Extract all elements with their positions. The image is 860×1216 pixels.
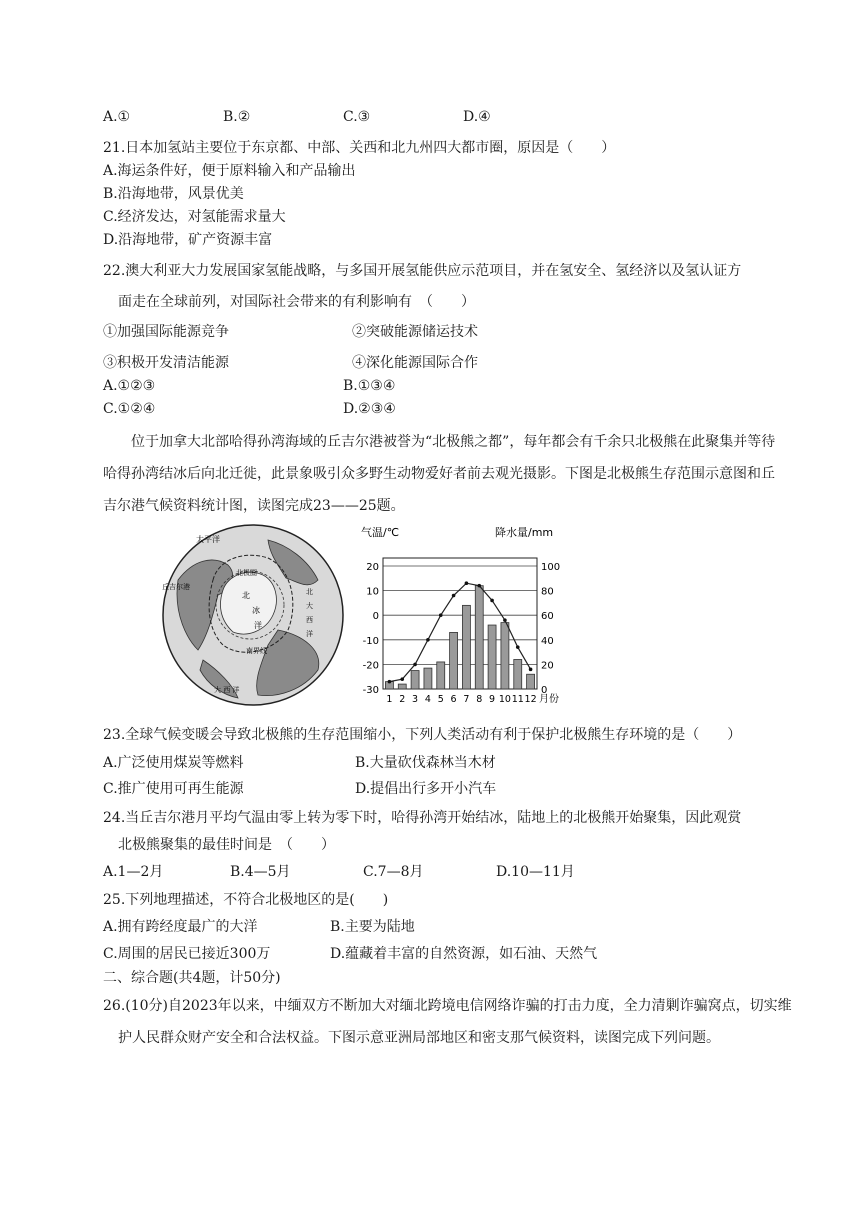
q25-stem: 25.下列地理描述，不符合北极地区的是( ) [103,892,389,908]
map-label-arctic-circle: 北极圈 [236,569,257,577]
chart-temp-tick-label: 20 [366,562,379,573]
map-label-atlantic-1: 北 [306,588,313,596]
chart-temp-point [490,599,494,603]
chart-precip-bar [462,605,470,689]
chart-x-tick-label: 12 [524,694,537,705]
chart-x-tick-label: 9 [489,694,496,705]
q23-option-b: B.大量砍伐森林当木材 [355,755,496,771]
q24-stem-line2: 北极熊聚集的最佳时间是 （ ） [118,837,335,853]
q24-option-d: D.10—11月 [496,864,575,880]
q20-option-d: D.④ [463,109,491,125]
map-label-atlantic-4: 洋 [306,630,313,638]
chart-precip-bar [514,659,522,689]
chart-temp-point [465,581,469,585]
map-label-pacific: 太平洋 [196,535,220,544]
chart-temp-tick-label: -20 [362,660,379,672]
q22-option-d: D.②③④ [343,401,396,417]
q26-text: 26.(10分)自2023年以来，中缅双方不断加大对缅北跨境电信网络诈骗的打击力度，全力清剿诈骗窝点，切实维护人民群众财产安全和合法权益。下图示意亚洲局部地区和密支那气候资料，读图完成下列问题。 [103,998,792,1046]
q22-item-4: ④深化能源国际合作 [352,355,478,371]
chart-precip-bar [437,662,445,689]
chart-temp-tick-label: 0 [372,611,379,623]
chart-temp-point [477,584,481,588]
q25-option-d: D.蕴藏着丰富的自然资源，如石油、天然气 [330,946,598,962]
q24-option-a: A.1—2月 [103,864,164,880]
q21-option-d: D.沿海地带，矿产资源丰富 [103,232,273,248]
chart-precip-bar [398,684,406,689]
chart-temp-point [439,613,443,617]
chart-precip-bar [424,668,432,689]
q24-stem-line1: 24.当丘吉尔港月平均气温由零上转为零下时，哈得孙湾开始结冰，陆地上的北极熊开始聚集，因此观赏 [103,810,742,826]
polar-bear-range-map [158,520,348,710]
section-heading: 二、综合题(共4题，计50分) [103,970,281,986]
q20-option-b: B.② [223,109,251,125]
chart-precip-bar [411,671,419,689]
q22-item-3: ③积极开发清洁能源 [103,355,229,371]
chart-precip-bar [488,625,496,689]
chart-precip-bar [450,632,458,689]
chart-temp-point [388,680,392,684]
chart-temp-point [503,618,507,622]
q23-option-d: D.提倡出行多开小汽车 [355,781,497,797]
chart-x-tick-label: 11 [511,694,524,705]
chart-x-axis-suffix: 月份 [539,694,559,705]
chart-temp-axis-label: 气温/℃ [361,526,400,539]
chart-temp-line [389,583,530,681]
q23-option-a: A.广泛使用煤炭等燃料 [103,755,244,771]
q21-option-c: C.经济发达，对氢能需求量大 [103,209,286,225]
q22-stem-line1: 22.澳大利亚大力发展国家氢能战略，与多国开展氢能供应示范项目，并在氢安全、氢经济以及氢认证方 [103,263,742,279]
chart-x-tick-label: 10 [498,694,511,705]
map-label-atlantic-3: 西 [306,616,313,624]
chart-precip-bar [475,586,483,689]
chart-temp-tick-label: -10 [362,635,379,647]
passage-text: 位于加拿大北部哈得孙湾海域的丘吉尔港被誉为“北极熊之都”，每年都会有千余只北极熊在此聚集并等待哈得孙湾结冰后向北迁徙，此景象吸引众多野生动物爱好者前去观光摄影。下图是北极熊生存范围示意图和丘吉尔港气候资料统计图，读图完成23——25题。 [103,434,776,514]
chart-precip-tick-label: 20 [541,660,554,672]
q24-option-b: B.4—5月 [230,864,291,880]
chart-x-tick-label: 5 [437,694,444,705]
chart-temp-point [516,645,520,649]
chart-precip-bar [501,623,509,689]
chart-precip-tick-label: 60 [541,611,554,623]
chart-temp-point [413,663,417,667]
chart-temp-point [452,594,456,598]
chart-temp-point [529,668,533,672]
q21-stem: 21.日本加氢站主要位于东京都、中部、关西和北九州四大都市圈，原因是（ ） [103,140,616,156]
map-label-arctic-3: 洋 [254,621,262,630]
chart-temp-tick-label: -30 [362,685,379,696]
q21-option-b: B.沿海地带，风景优美 [103,186,244,202]
chart-temp-point [400,677,404,681]
chart-precip-tick-label: 100 [541,562,561,573]
chart-x-tick-label: 1 [386,694,393,705]
chart-x-tick-label: 6 [450,694,457,705]
q22-option-c: C.①②④ [103,401,156,417]
q25-option-c: C.周围的居民已接近300万 [103,946,271,962]
chart-x-tick-label: 2 [399,694,406,705]
map-label-atlantic-2: 大 [306,602,313,610]
chart-x-tick-label: 7 [463,694,470,705]
chart-precip-tick-label: 0 [541,685,548,696]
map-label-bottom: 大 西 洋 [214,686,240,694]
chart-temp-point [426,638,430,642]
chart-precip-axis-label: 降水量/mm [495,526,554,539]
chart-temp-tick-label: 10 [366,586,379,598]
q20-option-c: C.③ [343,109,371,125]
churchill-climate-chart [355,522,570,707]
q23-option-c: C.推广使用可再生能源 [103,781,244,797]
map-label-boundary: 南界线 [246,647,267,655]
q22-option-b: B.①③④ [343,378,396,394]
chart-precip-tick-label: 40 [541,635,554,647]
q22-item-2: ②突破能源储运技术 [352,324,478,340]
chart-precip-tick-label: 80 [541,586,554,598]
q23-stem: 23.全球气候变暖会导致北极熊的生存范围缩小，下列人类活动有利于保护北极熊生存环境的是（ ） [103,727,742,743]
map-label-churchill: 丘吉尔港 [162,583,190,591]
q25-option-a: A.拥有跨经度最广的大洋 [103,919,258,935]
q22-stem-line2: 面走在全球前列，对国际社会带来的有利影响有 （ ） [118,294,475,310]
q22-option-a: A.①②③ [103,378,156,394]
q24-option-c: C.7—8月 [363,864,424,880]
q21-option-a: A.海运条件好，便于原料输入和产品输出 [103,163,356,179]
q22-item-1: ①加强国际能源竞争 [103,324,229,340]
map-label-arctic-1: 北 [242,591,250,600]
chart-x-tick-label: 4 [424,694,431,705]
q25-option-b: B.主要为陆地 [330,919,415,935]
map-label-arctic-2: 冰 [252,606,260,615]
chart-x-tick-label: 3 [412,694,419,705]
q20-option-a: A.① [103,109,131,125]
chart-x-tick-label: 8 [476,694,483,705]
chart-precip-bar [527,674,535,689]
